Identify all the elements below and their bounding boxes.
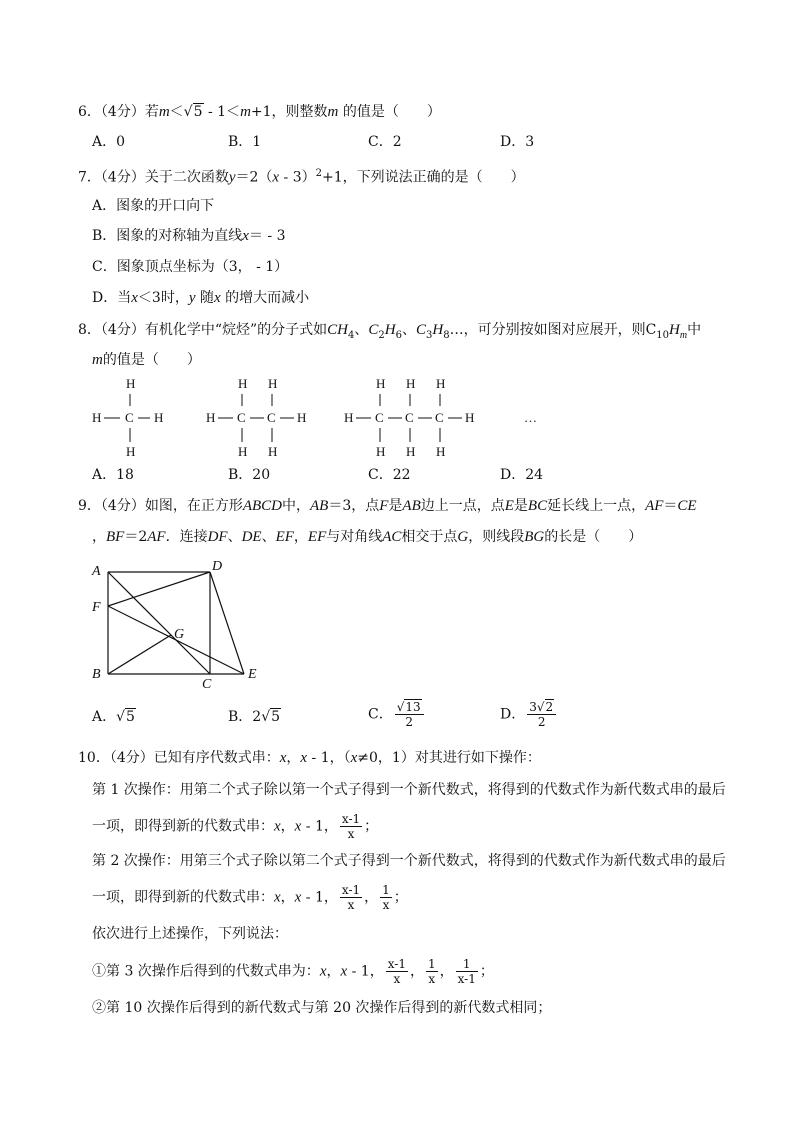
atom-h: H	[297, 410, 307, 425]
label-c: C	[202, 677, 212, 690]
atom-h: H	[126, 444, 136, 459]
q8-option-b: B．20	[228, 467, 271, 483]
atom-h: H	[376, 376, 386, 391]
atom-h: H	[406, 376, 416, 391]
atom-h: H	[238, 444, 248, 459]
label-g: G	[174, 627, 185, 642]
atom-c: C	[405, 410, 414, 425]
atom-h: H	[344, 410, 354, 425]
atom-h: H	[154, 410, 164, 425]
atom-c: C	[125, 410, 134, 425]
q8-stem: 8．（4分）有机化学中“烷烃”的分子式如$CH_4$、$C_2H_6$、$C_3H_8\dots$，可分别按如图对应展开，则$C_{10}H_m$中	[78, 322, 702, 341]
q6-stem: 6．（4分）若m＜√5 - 1＜m+1，则整数m 的值是（ ）	[78, 104, 441, 120]
q8-option-d: D．24	[500, 467, 544, 483]
atom-h: H	[92, 410, 102, 425]
ellipsis: …	[524, 410, 537, 425]
q7-option-c: C．图象顶点坐标为（3， - 1）	[92, 259, 289, 275]
q6-option-c: C．2	[368, 134, 402, 150]
q6-option-a: A．0	[92, 134, 126, 150]
atom-h: H	[436, 444, 446, 459]
atom-c: C	[375, 410, 384, 425]
q9-option-c: C． $\frac{√13}{2}$	[368, 700, 426, 729]
atom-c: C	[435, 410, 444, 425]
atom-c: C	[237, 410, 246, 425]
q10-op2-line1: 第 2 次操作：用第三个式子除以第二个式子得到一个新代数式，将得到的代数式作为新代数式串的最后	[92, 853, 726, 869]
q10-op2-line2: 一项，即得到新的代数式串：x，x - 1， $\frac{x-1}{x}$ ， $\frac{1}{x}$ ；	[92, 883, 408, 912]
q7-stem: 7．（4分）关于二次函数y＝2（x - 3）$^2$+1，下列说法正确的是（ ）	[78, 168, 525, 186]
sqrt-5: √5	[183, 104, 203, 120]
q7-option-a: A．图象的开口向下	[92, 198, 215, 214]
label-e: E	[248, 667, 257, 682]
atom-c: C	[267, 410, 276, 425]
label-f: F	[92, 600, 101, 615]
q8-option-a: A．18	[92, 467, 134, 483]
atom-h: H	[206, 410, 216, 425]
atom-h: H	[238, 376, 248, 391]
q7-option-d: D．当x＜3时，y 随x 的增大而减小	[92, 290, 310, 306]
q10-op1-line1: 第 1 次操作：用第二个式子除以第一个式子得到一个新代数式，将得到的代数式作为新代数式串的最后	[92, 782, 726, 798]
square-geometry-figure	[88, 556, 268, 690]
q9-stem-line2: ，BF＝2AF．连接DF、DE、EF，EF与对角线AC相交于点G，则线段BG的长是（ ）	[92, 529, 643, 545]
label-b: B	[92, 667, 101, 682]
q10-seq-line: 依次进行上述操作，下列说法：	[92, 926, 288, 942]
q10-op1-line2: 一项，即得到新的代数式串：x，x - 1， $\frac{x-1}{x}$ ；	[92, 812, 379, 841]
q9-option-b: B．2√5	[228, 709, 281, 725]
atom-h: H	[268, 444, 278, 459]
alkane-structures-figure	[88, 372, 568, 464]
q6-option-b: B．1	[228, 134, 262, 150]
label-a: A	[92, 564, 101, 579]
q9-option-a: A．√5	[92, 709, 135, 725]
atom-h: H	[126, 376, 136, 391]
q7-option-b: B．图象的对称轴为直线x＝ - 3	[92, 228, 286, 244]
q8-option-c: C．22	[368, 467, 411, 483]
label-d: D	[212, 559, 223, 574]
q8-stem-line2: m的值是（ ）	[92, 352, 201, 368]
q9-option-d: D． $\frac{3√2}{2}$	[500, 700, 558, 729]
q9-stem-line1: 9．（4分）如图，在正方形ABCD中，AB＝3，点F是AB边上一点，点E是BC延长线上一点，AF＝CE	[78, 498, 697, 514]
atom-h: H	[268, 376, 278, 391]
q10-statement-2: ②第 10 次操作后得到的新代数式与第 20 次操作后得到的新代数式相同；	[92, 1000, 552, 1016]
q10-statement-1: ①第 3 次操作后得到的代数式串为：x，x - 1， $\frac{x-1}{x}$ ， $\frac{1}{x}$ ， $\frac{1}{x-1}$ ；	[92, 957, 494, 986]
atom-h: H	[465, 410, 475, 425]
q6-option-d: D．3	[500, 134, 535, 150]
atom-h: H	[376, 444, 386, 459]
q10-stem: 10．（4分）已知有序代数式串：x，x - 1，（x≠0，1）对其进行如下操作：	[78, 750, 541, 766]
atom-h: H	[436, 376, 446, 391]
atom-h: H	[406, 444, 416, 459]
